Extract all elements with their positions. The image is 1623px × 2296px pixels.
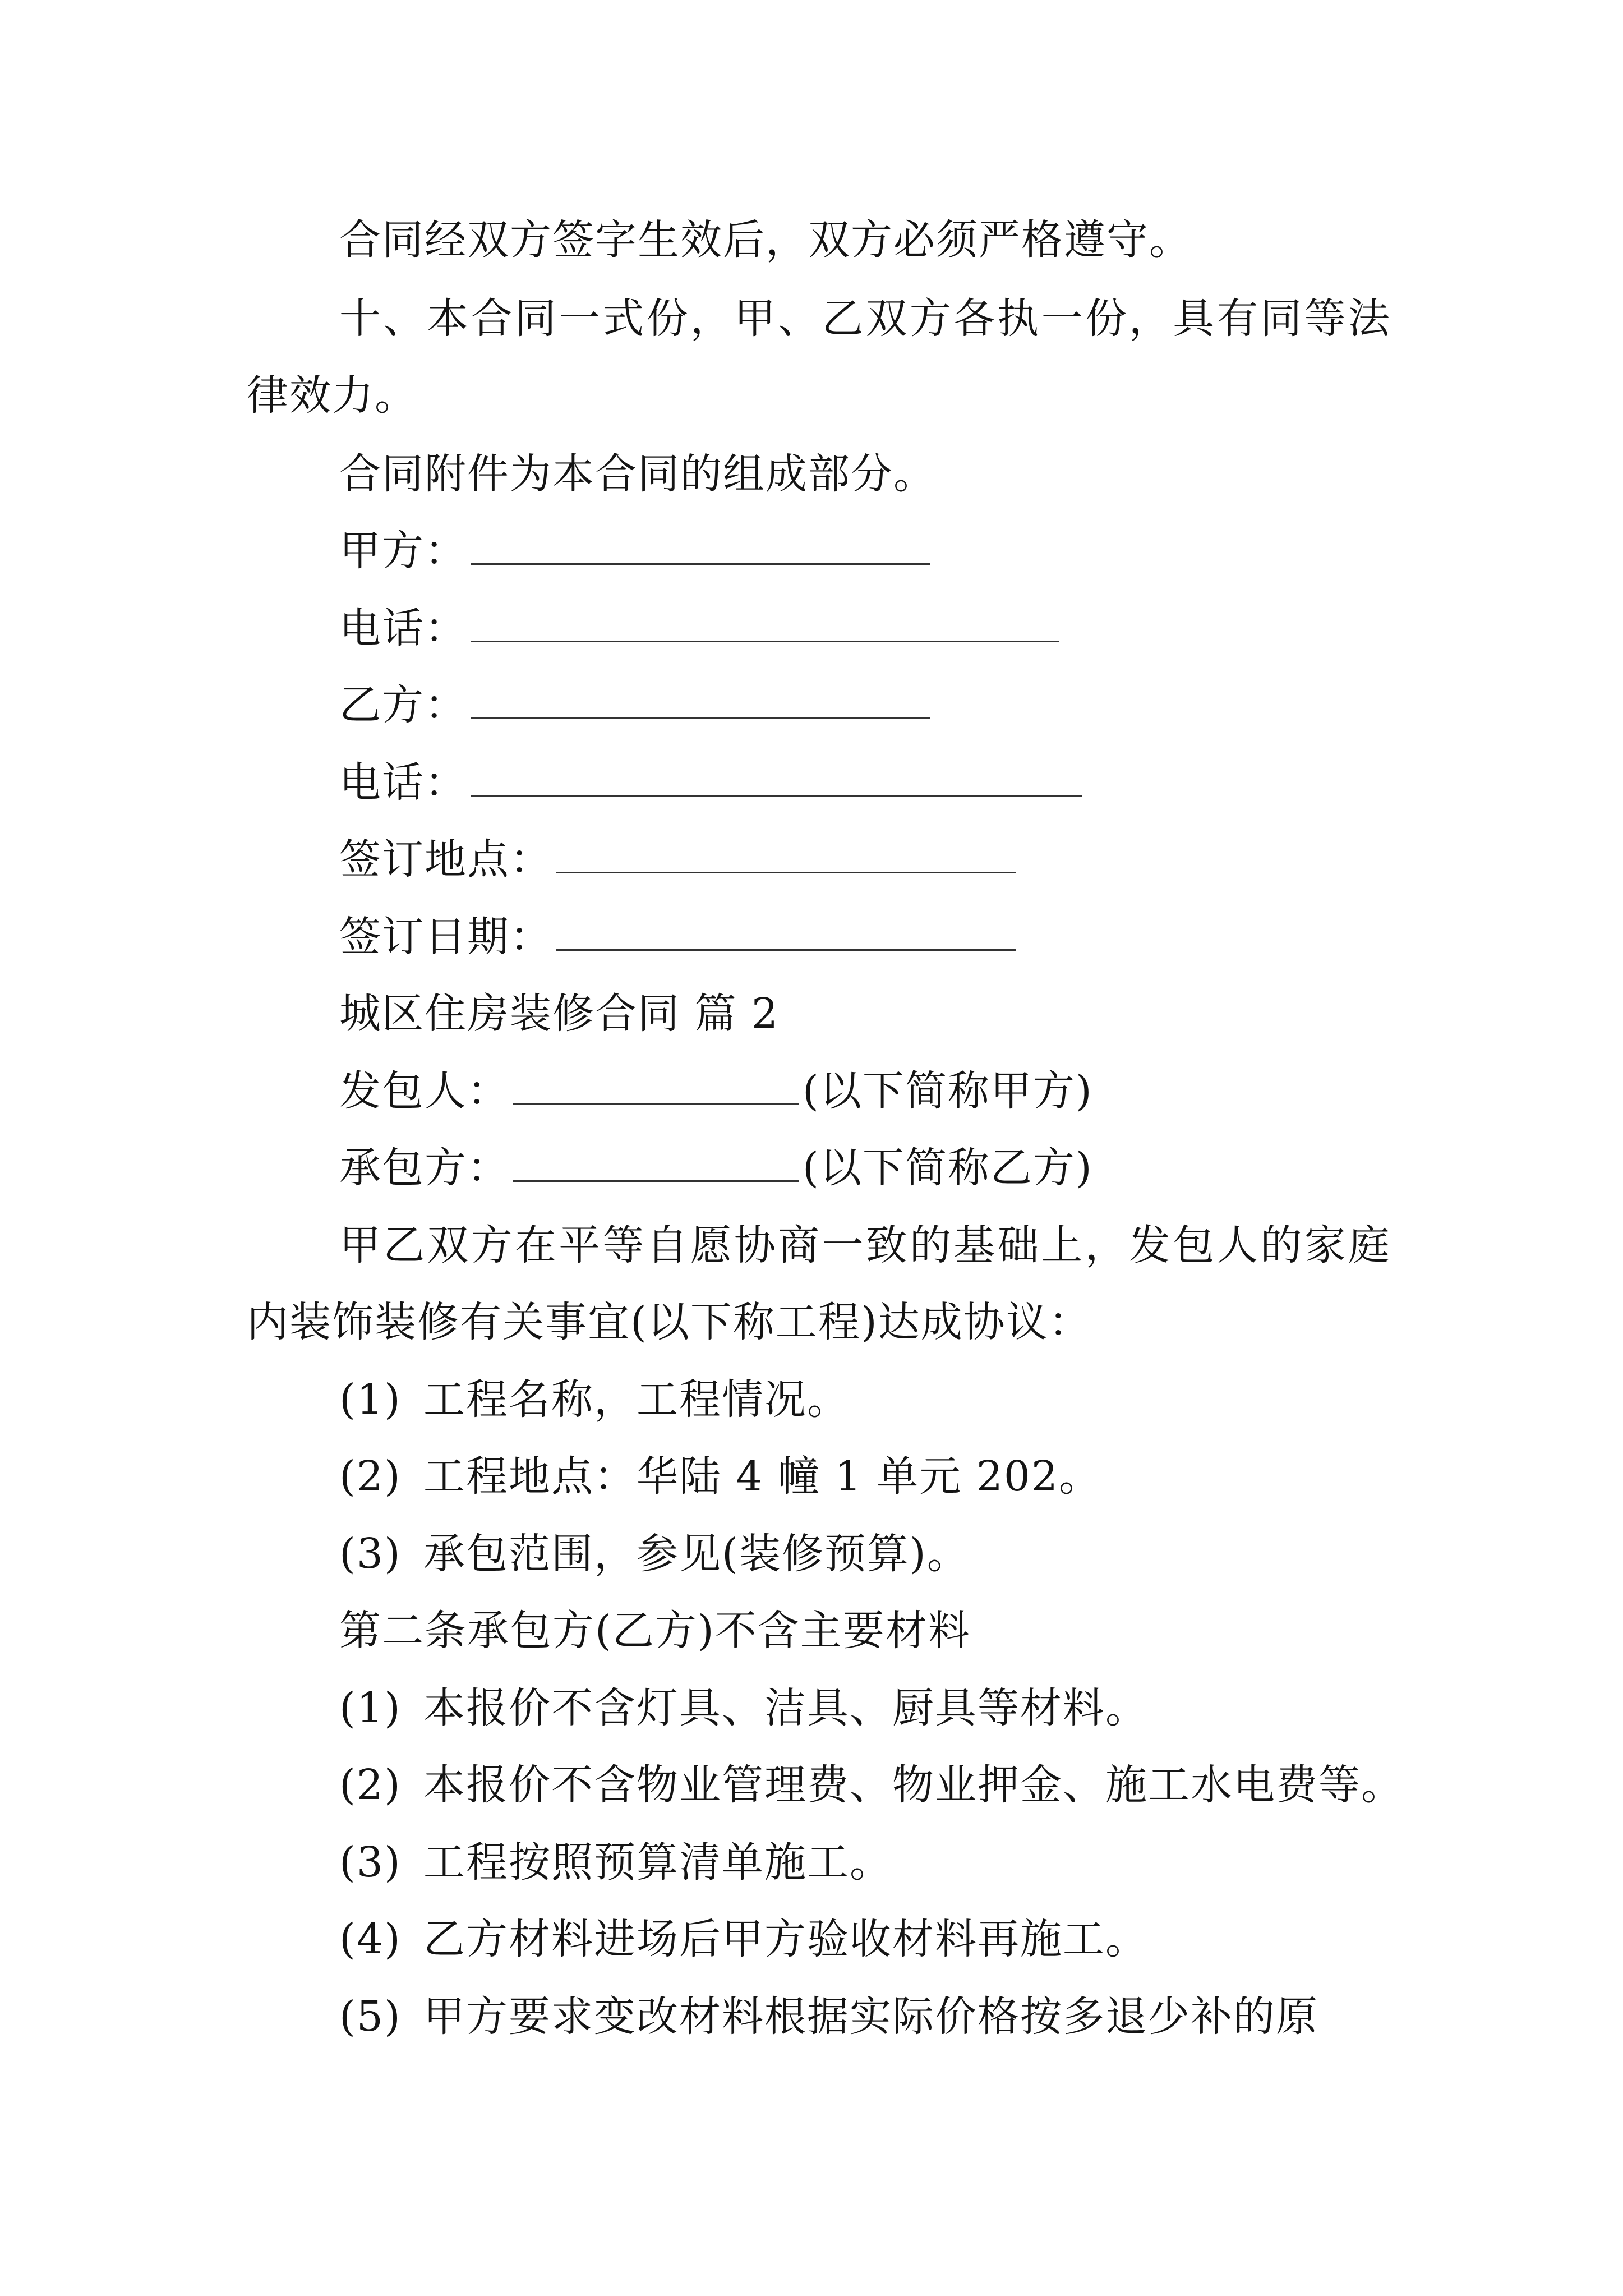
contractor-suffix: (以下简称乙方) xyxy=(803,1144,1093,1192)
item-number: (1) xyxy=(339,1375,402,1424)
phone-b-row xyxy=(339,754,1483,811)
item-number: (2) xyxy=(339,1761,402,1809)
item-text: 甲方要求变改材料根据实际价格按多退少补的原 xyxy=(423,1993,1318,2041)
sign-place-label: 签订地点： xyxy=(339,835,552,884)
sign-date-blank xyxy=(556,910,1016,951)
phone-a-label: 电话： xyxy=(339,604,467,652)
item-number: (5) xyxy=(339,1993,402,2041)
paragraph-line: 合同经双方签字生效后，双方必须严格遵守。 xyxy=(339,216,1192,264)
paragraph-line: 甲乙双方在平等自愿协商一致的基础上，发包人的家庭 xyxy=(339,1221,1391,1269)
list-item xyxy=(339,1372,1483,1428)
list-item xyxy=(339,1757,1483,1813)
employer-suffix: (以下简称甲方) xyxy=(803,1067,1093,1115)
list-item xyxy=(339,1989,1483,2045)
item-number: (2) xyxy=(339,1452,402,1501)
phone-b-label: 电话： xyxy=(339,758,467,807)
sign-date-row xyxy=(339,909,1483,965)
party-b-row xyxy=(339,677,1483,733)
item-text: 工程按照预算清单施工。 xyxy=(423,1838,892,1887)
party-b-blank xyxy=(471,678,930,719)
item-text: 承包范围，参见(装修预算)。 xyxy=(423,1530,970,1578)
phone-b-blank xyxy=(471,756,1082,797)
party-a-row xyxy=(339,523,1483,579)
list-item xyxy=(339,1526,1483,1582)
sign-place-blank xyxy=(556,832,1016,873)
contractor-row xyxy=(339,1140,1483,1196)
item-text: 工程地点：华陆 4 幢 1 单元 202。 xyxy=(423,1452,1102,1501)
sign-date-label: 签订日期： xyxy=(339,913,552,961)
employer-blank xyxy=(513,1064,799,1105)
party-b-label: 乙方： xyxy=(339,681,467,729)
list-item xyxy=(339,1834,1483,1890)
item-number: (3) xyxy=(339,1530,402,1578)
item-text: 本报价不含物业管理费、物业押金、施工水电费等。 xyxy=(423,1761,1404,1809)
employer-row xyxy=(339,1063,1483,1119)
item-text: 本报价不含灯具、洁具、厨具等材料。 xyxy=(423,1684,1148,1732)
item-number: (4) xyxy=(339,1915,402,1963)
paragraph-line: 十、本合同一式份，甲、乙双方各执一份，具有同等法 xyxy=(339,295,1391,343)
article-title: 第二条承包方(乙方)不含主要材料 xyxy=(339,1607,971,1655)
item-number: (1) xyxy=(339,1684,402,1732)
section-title: 城区住房装修合同 篇 2 xyxy=(339,990,780,1038)
party-a-blank xyxy=(471,524,930,565)
item-number: (3) xyxy=(339,1838,402,1887)
paragraph-line: 合同附件为本合同的组成部分。 xyxy=(339,450,936,498)
paragraph-line: 律效力。 xyxy=(247,371,417,420)
phone-a-row xyxy=(339,600,1483,656)
sign-place-row xyxy=(339,831,1483,887)
employer-label: 发包人： xyxy=(339,1067,510,1115)
list-item xyxy=(339,1448,1483,1504)
party-a-label: 甲方： xyxy=(339,527,467,575)
paragraph-line: 内装饰装修有关事宜(以下称工程)达成协议： xyxy=(247,1298,1091,1346)
phone-a-blank xyxy=(471,601,1059,642)
list-item xyxy=(339,1680,1483,1736)
contractor-label: 承包方： xyxy=(339,1144,510,1192)
item-text: 工程名称，工程情况。 xyxy=(423,1375,850,1424)
list-item xyxy=(339,1911,1483,1967)
item-text: 乙方材料进场后甲方验收材料再施工。 xyxy=(423,1915,1148,1963)
contractor-blank xyxy=(513,1141,799,1182)
